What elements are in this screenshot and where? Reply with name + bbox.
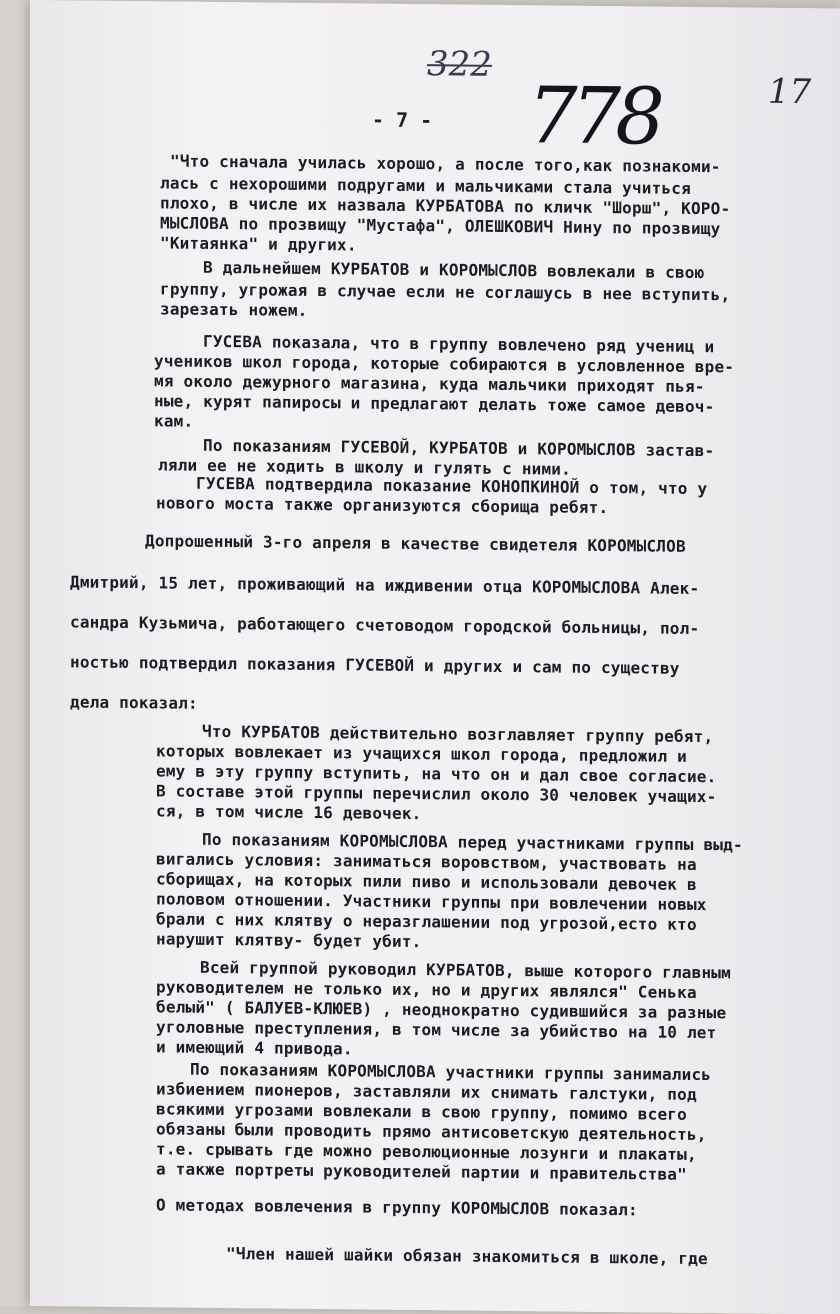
text-line: сборищах, на которых пили пиво и использовали девочек в [156,869,697,894]
text-line: а также портреты руководителей партии и правительства" [156,1159,687,1184]
text-line: В дальнейшем КУРБАТОВ и КОРОМЫСЛОВ вовлекали в свою [203,257,705,283]
text-line: плохо, в числе их назвала КУРБАТОВА по кличк "Шорш", КОРО- [160,193,731,219]
text-line: нарушит клятву- будет убит. [156,929,422,952]
text-line: "Китаянка" и других. [160,233,357,255]
text-line: избиением пионеров, заставляли их снимать галстуки, под [156,1079,697,1104]
text-line: половом отношении. Участники группы при вовлечении новых [156,889,707,915]
text-line: лась с нехорошими подругами и мальчиками стала учиться [160,173,691,198]
text-line: "Что сначала училась хорошо, а после того,как познакоми- [170,151,721,177]
sheet-number: 17 [768,71,812,113]
text-line: Дмитрий, 15 лет, проживающий на иждивении отца КОРОМЫСЛОВА Алек- [70,572,700,599]
text-line: По показаниям КОРОМЫСЛОВА участники группы занимались [190,1059,712,1085]
text-line: и имеющий 4 привода. [156,1037,353,1059]
text-line: сандра Кузьмича, работающего счетоводом городской больницы, пол- [70,612,700,639]
text-line: МЫСЛОВА по прозвищу "Мустафа", ОЛЕШКОВИЧ Нину по прозвищу [160,213,721,239]
text-line: ГУСЕВА подтвердила показание КОНОПКИНОЙ о том, что у [196,473,708,499]
text-line: ностью подтвердил показания ГУСЕВОЙ и других и сам по существу [70,652,680,678]
text-line: руководителем не только их, но и других являлся" Сенька [156,977,697,1002]
text-line: т.е. срывать где можно революционные лозунги и плакаты, [156,1139,697,1164]
text-line: вигались условия: заниматься воровством, участвовать на [156,849,697,874]
text-line: ГУСЕВА показала, что в группу вовлечено ряд учениц и [203,331,715,357]
text-line: Всей группой руководил КУРБАТОВ, выше которого главным [200,957,731,983]
text-line: По показаниям ГУСЕВОЙ, КУРБАТОВ и КОРОМЫСЛОВ застав- [203,435,715,461]
text-line: всякими угрозами вовлекали в свою группу, помимо всего [156,1099,687,1124]
text-line: обязаны были проводить прямо антисоветскую деятельность, [156,1119,707,1145]
text-line: мя около дежурного магазина, куда мальчики приходят пья- [154,371,705,397]
text-line: которых вовлекает из учащихся школ города, предложил и [156,741,687,766]
text-line: ся, в том числе 16 девочек. [156,801,422,824]
text-line: "Член нашей шайки обязан знакомиться в школе, где [226,1244,708,1269]
text-line: дела показал: [70,692,198,713]
archive-number-old: 322 [427,44,492,85]
text-line: В составе этой группы перечислил около 30 человек учащих- [156,781,717,807]
text-line: брали с них клятву о неразглашении под угрозой,есто кто [156,909,697,934]
text-line: нового моста также организуются сборища ребят. [156,493,609,518]
text-line: ные, курят папиросы и предлагают делать тоже самое девоч- [154,391,715,417]
text-line: зарезать ножем. [160,299,308,320]
text-line: ляли ее не ходить в школу и гулять с ними. [158,455,571,479]
text-line: ему в эту группу вступить, на что он и дал свое согласие. [156,761,717,787]
text-line: Допрошенный 3-го апреля в качестве свидетеля КОРОМЫСЛОВ [145,531,686,556]
text-line: уголовные преступления, в том числе за убийство на 10 лет [156,1017,717,1043]
archive-number-new: 778 [528,71,659,163]
text-line: О методах вовлечения в группу КОРОМЫСЛОВ показал: [156,1195,638,1220]
text-line: учеников школ города, которые собираются в условленное вре- [154,351,735,377]
text-line: группу, угрожая в случае если не соглашусь в нее вступить, [160,279,731,305]
text-line: Что КУРБАТОВ действительно возглавляет группу ребят, [202,721,714,747]
page-number: - 7 - [372,107,433,133]
document-page [30,0,840,1314]
text-line: кам. [154,411,194,431]
text-line: По показаниям КОРОМЫСЛОВА перед участниками группы выд- [202,829,743,855]
text-line: белый" ( БАЛУЕВ-КЛЮЕВ) , неоднократно судившийся за разные [156,997,727,1023]
